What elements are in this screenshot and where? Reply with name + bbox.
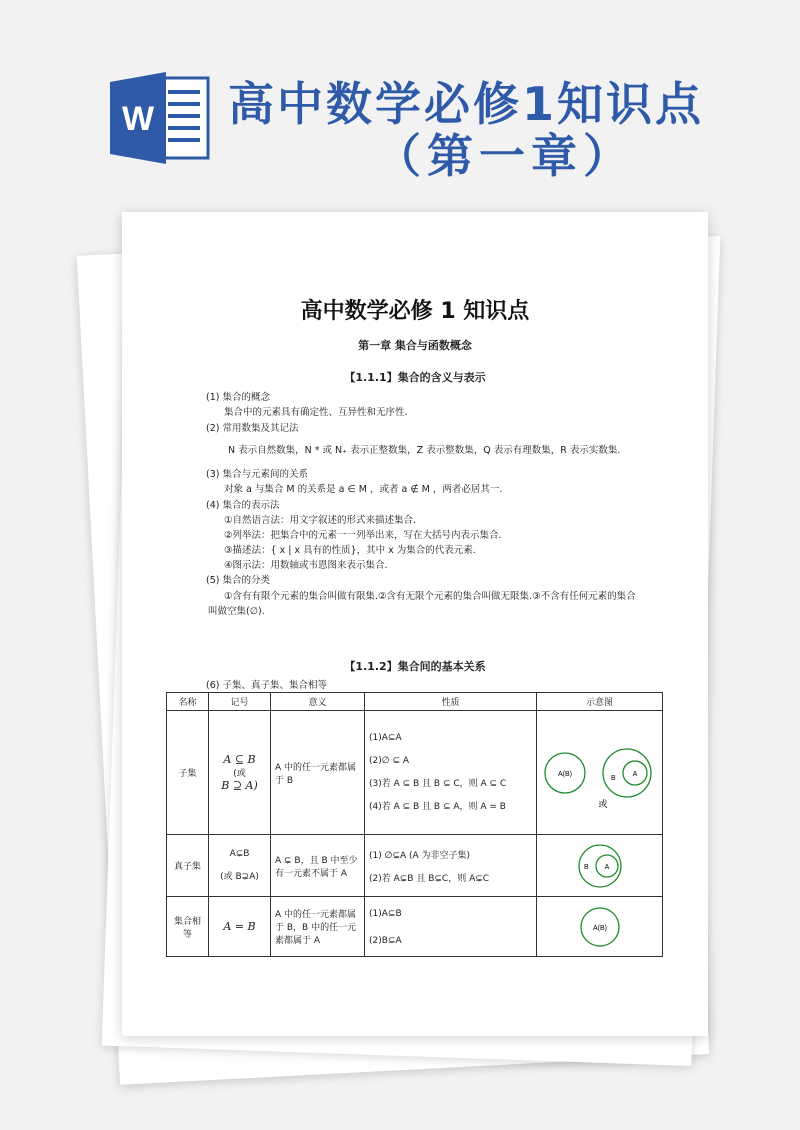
item-2-heading: (2) 常用数集及其记法 xyxy=(206,423,299,434)
symbol-line: A⊊B xyxy=(229,849,250,859)
item-4-heading: (4) 集合的表示法 xyxy=(206,500,280,511)
section-heading-1-1-1: 【1.1.1】集合的含义与表示 xyxy=(344,371,486,384)
item-2-text: N 表示自然数集，N * 或 N₊ 表示正整数集，Z 表示整数集，Q 表示有理数集，R 表示实数集. xyxy=(228,445,621,456)
word-icon xyxy=(110,72,212,164)
header-meaning: 意义 xyxy=(271,693,365,711)
item-4-method-4: ④图示法：用数轴或韦恩图来表示集合. xyxy=(224,560,388,571)
row-diagram xyxy=(537,897,663,957)
venn-diagram-proper-subset xyxy=(570,841,630,891)
item-3-text: 对象 a 与集合 M 的关系是 a ∈ M ，或者 a ∉ M ，两者必居其一. xyxy=(224,484,503,495)
row-properties xyxy=(365,711,537,835)
item-5-heading: (5) 集合的分类 xyxy=(206,575,270,586)
venn-label: A(B) xyxy=(558,770,572,778)
venn-label-a: A xyxy=(604,863,609,871)
row-name: 真子集 xyxy=(167,835,209,897)
row-meaning: A 中的任一元素都属于 B，B 中的任一元素都属于 A xyxy=(271,897,365,957)
section-heading-1-1-2: 【1.1.2】集合间的基本关系 xyxy=(344,660,486,673)
row-name: 子集 xyxy=(167,711,209,835)
venn-label: A(B) xyxy=(592,924,607,932)
venn-diagram-equal xyxy=(575,904,625,950)
row-properties xyxy=(365,835,537,897)
table-row xyxy=(167,897,663,957)
symbol-line: B ⊇ A) xyxy=(221,779,258,792)
symbol-line: A ⊆ B xyxy=(223,753,256,766)
row-symbol: A = B xyxy=(209,897,271,957)
property-line: (4)若 A ⊆ B 且 B ⊆ A，则 A = B xyxy=(369,801,506,812)
document-title: 高中数学必修 1 知识点 xyxy=(300,299,530,324)
venn-or-text: 或 xyxy=(598,799,608,810)
row-properties xyxy=(365,897,537,957)
header-symbol: 记号 xyxy=(209,693,271,711)
table-row xyxy=(167,835,663,897)
header-title: 高中数学必修1知识点 xyxy=(228,77,705,131)
symbol-line: (或 xyxy=(233,769,246,779)
property-line: (2)若 A⊊B 且 B⊊C，则 A⊊C xyxy=(369,873,490,884)
property-line: (1)A⊆B xyxy=(369,908,402,919)
venn-label-b: B xyxy=(583,863,589,871)
item-1-text: 集合中的元素具有确定性、互异性和无序性. xyxy=(224,407,408,418)
item-4-method-2: ②列举法：把集合中的元素一一列举出来，写在大括号内表示集合. xyxy=(224,530,502,541)
item-4-method-1: ①自然语言法：用文字叙述的形式来描述集合. xyxy=(224,515,417,526)
item-4-method-3: ③描述法：{ x | x 具有的性质}，其中 x 为集合的代表元素. xyxy=(224,545,476,556)
venn-label-a: A xyxy=(632,770,638,778)
row-meaning: A 中的任一元素都属于 B xyxy=(271,711,365,835)
header-subtitle: （第一章） xyxy=(375,129,635,183)
item-1-heading: (1) 集合的概念 xyxy=(206,392,270,403)
chapter-heading: 第一章 集合与函数概念 xyxy=(358,339,472,352)
row-meaning: A ⊊ B，且 B 中至少有一元素不属于 A xyxy=(271,835,365,897)
item-6-heading: (6) 子集、真子集、集合相等 xyxy=(206,680,327,691)
venn-label-b: B xyxy=(611,774,616,782)
row-diagram xyxy=(537,711,663,835)
header-name: 名称 xyxy=(167,693,209,711)
row-symbol xyxy=(209,711,271,835)
item-5-text-a: ①含有有限个元素的集合叫做有限集.②含有无限个元素的集合叫做无限集.③不含有任何元素的集合 xyxy=(224,591,636,602)
property-line: (1) ∅⊊A (A 为非空子集) xyxy=(369,850,471,861)
property-line: (2)∅ ⊆ A xyxy=(369,755,410,766)
row-symbol xyxy=(209,835,271,897)
row-diagram xyxy=(537,835,663,897)
table-row xyxy=(167,711,663,835)
set-relations-table xyxy=(166,692,663,957)
venn-diagram-subset xyxy=(541,733,659,813)
property-line: (1)A⊆A xyxy=(369,732,402,743)
property-line: (2)B⊆A xyxy=(369,935,402,946)
venn-circle-outer xyxy=(603,749,651,797)
header-diagram: 示意图 xyxy=(537,693,663,711)
header-property: 性质 xyxy=(365,693,537,711)
item-5-text-b: 叫做空集(∅). xyxy=(208,606,265,617)
table-header-row xyxy=(167,693,663,711)
row-name: 集合相等 xyxy=(167,897,209,957)
document-page xyxy=(122,212,708,1036)
symbol-line: (或 B⊋A) xyxy=(220,872,259,882)
item-3-heading: (3) 集合与元素间的关系 xyxy=(206,469,308,480)
word-logo-letter: W xyxy=(121,100,155,138)
property-line: (3)若 A ⊆ B 且 B ⊆ C，则 A ⊆ C xyxy=(369,778,507,789)
